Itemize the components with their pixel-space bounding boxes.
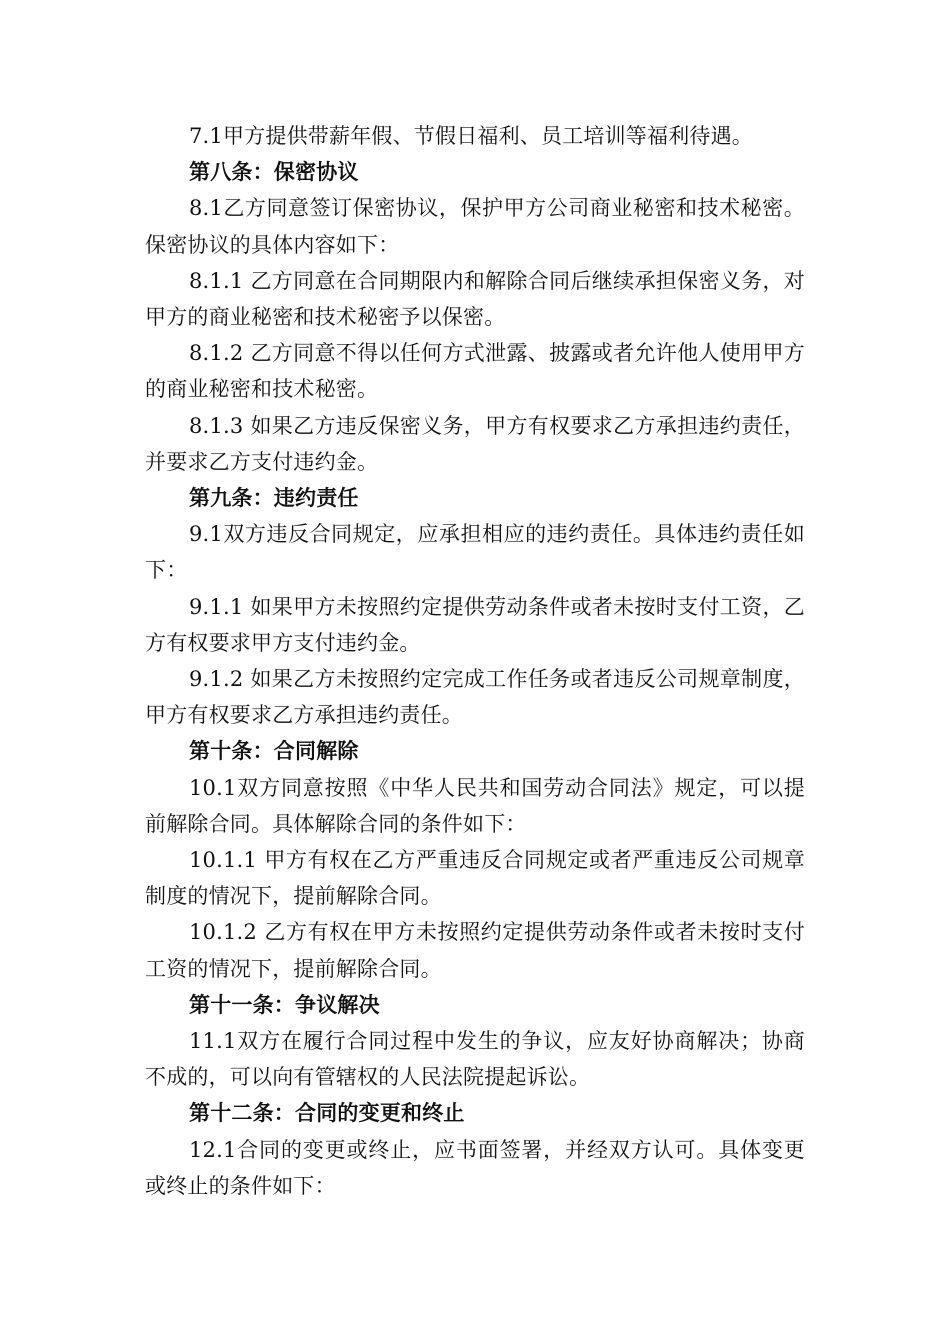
paragraph-8-1: 8.1乙方同意签订保密协议，保护甲方公司商业秘密和技术秘密。保密协议的具体内容如下： bbox=[145, 196, 805, 257]
paragraph-8-1-3: 8.1.3 如果乙方违反保密义务，甲方有权要求乙方承担违约责任，并要求乙方支付违约金。 bbox=[145, 413, 805, 474]
paragraph-9-1: 9.1双方违反合同规定，应承担相应的违约责任。具体违约责任如下： bbox=[145, 522, 805, 583]
paragraph-10-1-1: 10.1.1 甲方有权在乙方严重违反合同规定或者严重违反公司规章制度的情况下，提前解除合同。 bbox=[145, 848, 805, 909]
heading-article-11: 第十一条：争议解决 bbox=[189, 992, 380, 1017]
paragraph-10-1-2: 10.1.2 乙方有权在甲方未按照约定提供劳动条件或者未按时支付工资的情况下，提前解除合同。 bbox=[145, 920, 805, 981]
heading-article-12: 第十二条：合同的变更和终止 bbox=[189, 1101, 465, 1126]
document-body bbox=[145, 118, 805, 1204]
paragraph-10-1: 10.1双方同意按照《中华人民共和国劳动合同法》规定，可以提前解除合同。具体解除合同的条件如下： bbox=[145, 775, 805, 836]
paragraph-9-1-1: 9.1.1 如果甲方未按照约定提供劳动条件或者未按时支付工资，乙方有权要求甲方支付违约金。 bbox=[145, 594, 805, 655]
paragraph-12-1: 12.1合同的变更或终止，应书面签署，并经双方认可。具体变更或终止的条件如下： bbox=[145, 1137, 805, 1198]
paragraph-8-1-2: 8.1.2 乙方同意不得以任何方式泄露、披露或者允许他人使用甲方的商业秘密和技术秘密。 bbox=[145, 341, 805, 402]
heading-article-10: 第十条：合同解除 bbox=[189, 739, 359, 764]
heading-article-9: 第九条：违约责任 bbox=[189, 486, 359, 511]
heading-article-8: 第八条：保密协议 bbox=[189, 160, 359, 185]
paragraph-8-1-1: 8.1.1 乙方同意在合同期限内和解除合同后继续承担保密义务，对甲方的商业秘密和技术秘密予以保密。 bbox=[145, 268, 805, 330]
paragraph-9-1-2: 9.1.2 如果乙方未按照约定完成工作任务或者违反公司规章制度，甲方有权要求乙方承担违约责任。 bbox=[145, 667, 805, 728]
paragraph-7-1: 7.1甲方提供带薪年假、节假日福利、员工培训等福利待遇。 bbox=[189, 124, 753, 148]
paragraph-11-1: 11.1双方在履行合同过程中发生的争议，应友好协商解决；协商不成的，可以向有管辖权的人民法院提起诉讼。 bbox=[145, 1029, 805, 1090]
